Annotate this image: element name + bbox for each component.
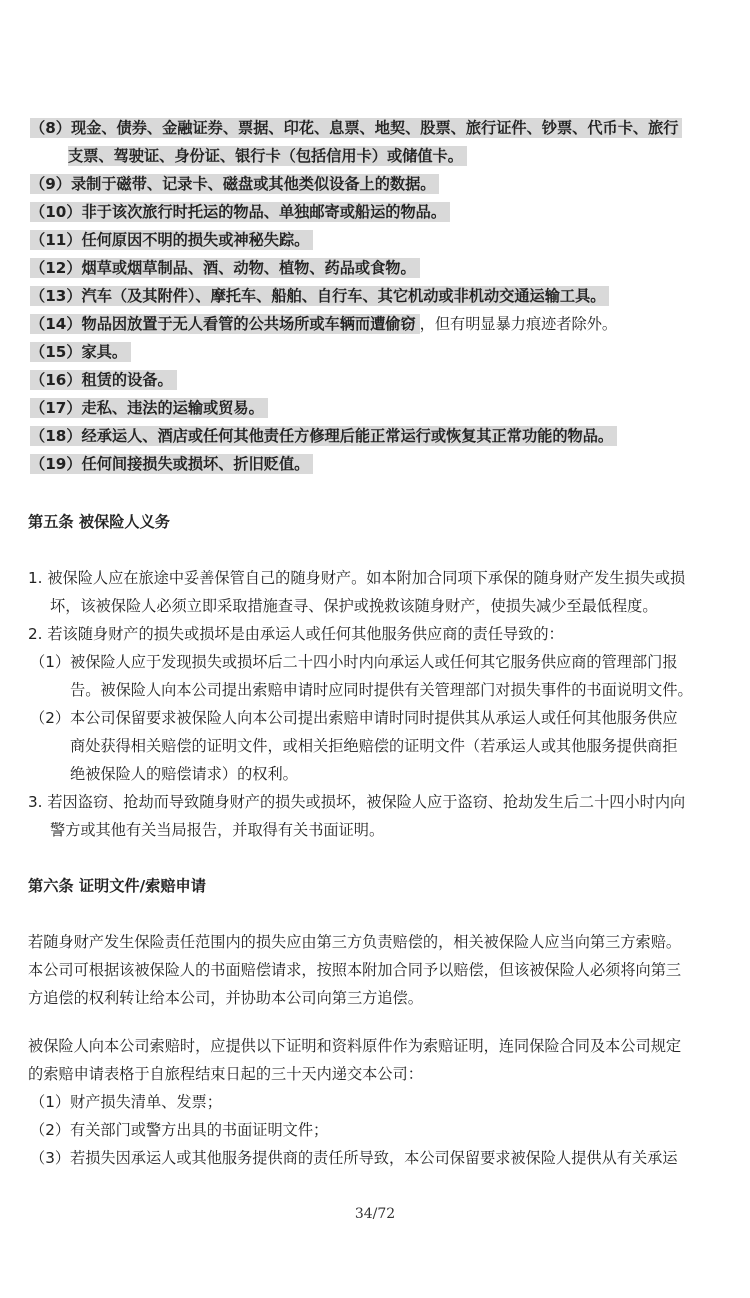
exclusion-text: （10）非于该次旅行时托运的物品、单独邮寄或船运的物品。 xyxy=(30,202,450,222)
exclusion-text: （16）租赁的设备。 xyxy=(30,370,177,390)
exclusion-item-16 xyxy=(30,366,177,394)
exclusion-item-11 xyxy=(30,226,313,254)
exclusion-item-13 xyxy=(30,282,609,310)
article5-p2-1-line2: 告。被保险人向本公司提出索赔申请时应同时提供有关管理部门对损失事件的书面说明文件。 xyxy=(70,681,693,699)
exclusion-item-19 xyxy=(30,450,313,478)
exclusion-item-12 xyxy=(30,254,420,282)
exclusion-text: （12）烟草或烟草制品、酒、动物、植物、药品或食物。 xyxy=(30,258,420,278)
article5-p2-2-line1: （2）本公司保留要求被保险人向本公司提出索赔申请时同时提供其从承运人或任何其他服务供应 xyxy=(30,709,678,727)
article5-p2: 2. 若该随身财产的损失或损坏是由承运人或任何其他服务供应商的责任导致的： xyxy=(28,625,564,643)
exclusion-item-14 xyxy=(30,310,617,338)
article6-para1-line1: 若随身财产发生保险责任范围内的损失应由第三方负责赔偿的，相关被保险人应当向第三方索赔。 xyxy=(28,933,682,951)
exclusion-text: （9）录制于磁带、记录卡、磁盘或其他类似设备上的数据。 xyxy=(30,174,439,194)
exclusion-tail-text: ，但有明显暴力痕迹者除外。 xyxy=(419,315,618,333)
exclusion-text: （19）任何间接损失或损坏、折旧贬值。 xyxy=(30,454,313,474)
article6-item-3: （3）若损失因承运人或其他服务提供商的责任所导致，本公司保留要求被保险人提供从有关承运 xyxy=(30,1149,678,1167)
article5-p3-line1: 3. 若因盗窃、抢劫而导致随身财产的损失或损坏，被保险人应于盗窃、抢劫发生后二十四小时内向 xyxy=(28,793,686,811)
article5-p2-2-line3: 绝被保险人的赔偿请求）的权利。 xyxy=(70,765,298,783)
article6-item-2: （2）有关部门或警方出具的书面证明文件； xyxy=(30,1121,329,1139)
article6-para1-line3: 方追偿的权利转让给本公司，并协助本公司向第三方追偿。 xyxy=(28,989,423,1007)
article6-para1-line2: 本公司可根据该被保险人的书面赔偿请求，按照本附加合同予以赔偿，但该被保险人必须将向第三 xyxy=(28,961,682,979)
article6-heading: 第六条 证明文件/索赔申请 xyxy=(28,877,206,895)
exclusion-item-9 xyxy=(30,170,439,198)
article5-heading: 第五条 被保险人义务 xyxy=(28,513,170,531)
exclusion-text: （15）家具。 xyxy=(30,342,131,362)
article5-p2-2-line2: 商处获得相关赔偿的证明文件，或相关拒绝赔偿的证明文件（若承运人或其他服务提供商拒 xyxy=(70,737,678,755)
article6-para2-line1: 被保险人向本公司索赔时，应提供以下证明和资料原件作为索赔证明，连同保险合同及本公司规定 xyxy=(28,1037,682,1055)
exclusion-item-18 xyxy=(30,422,617,450)
article5-p1-line2: 坏，该被保险人必须立即采取措施查寻、保护或挽救该随身财产，使损失减少至最低程度。 xyxy=(50,597,658,615)
exclusion-item-10 xyxy=(30,198,450,226)
exclusion-text: （8）现金、债券、金融证券、票据、印花、息票、地契、股票、旅行证件、钞票、代币卡、旅行 xyxy=(30,118,682,138)
exclusion-item-8 xyxy=(30,114,682,142)
exclusion-item-17 xyxy=(30,394,268,422)
exclusion-item-8-cont xyxy=(68,142,467,170)
page-number: 34/72 xyxy=(354,1206,396,1222)
exclusion-text: （11）任何原因不明的损失或神秘失踪。 xyxy=(30,230,313,250)
article6-item-1: （1）财产损失清单、发票； xyxy=(30,1093,222,1111)
exclusion-text: （13）汽车（及其附件）、摩托车、船舶、自行车、其它机动或非机动交通运输工具。 xyxy=(30,286,609,306)
article5-p2-1-line1: （1）被保险人应于发现损失或损坏后二十四小时内向承运人或任何其它服务供应商的管理部门报 xyxy=(30,653,678,671)
exclusion-text: 支票、驾驶证、身份证、银行卡（包括信用卡）或储值卡。 xyxy=(68,146,467,166)
article5-p1-line1: 1. 被保险人应在旅途中妥善保管自己的随身财产。如本附加合同项下承保的随身财产发生损失或损 xyxy=(28,569,686,587)
article5-p3-line2: 警方或其他有关当局报告，并取得有关书面证明。 xyxy=(50,821,385,839)
exclusion-text: （14）物品因放置于无人看管的公共场所或车辆而遭偷窃 xyxy=(30,314,420,334)
exclusion-text: （18）经承运人、酒店或任何其他责任方修理后能正常运行或恢复其正常功能的物品。 xyxy=(30,426,617,446)
exclusion-item-15 xyxy=(30,338,131,366)
article6-para2-line2: 的索赔申请表格于自旅程结束日起的三十天内递交本公司： xyxy=(28,1065,423,1083)
exclusion-text: （17）走私、违法的运输或贸易。 xyxy=(30,398,268,418)
